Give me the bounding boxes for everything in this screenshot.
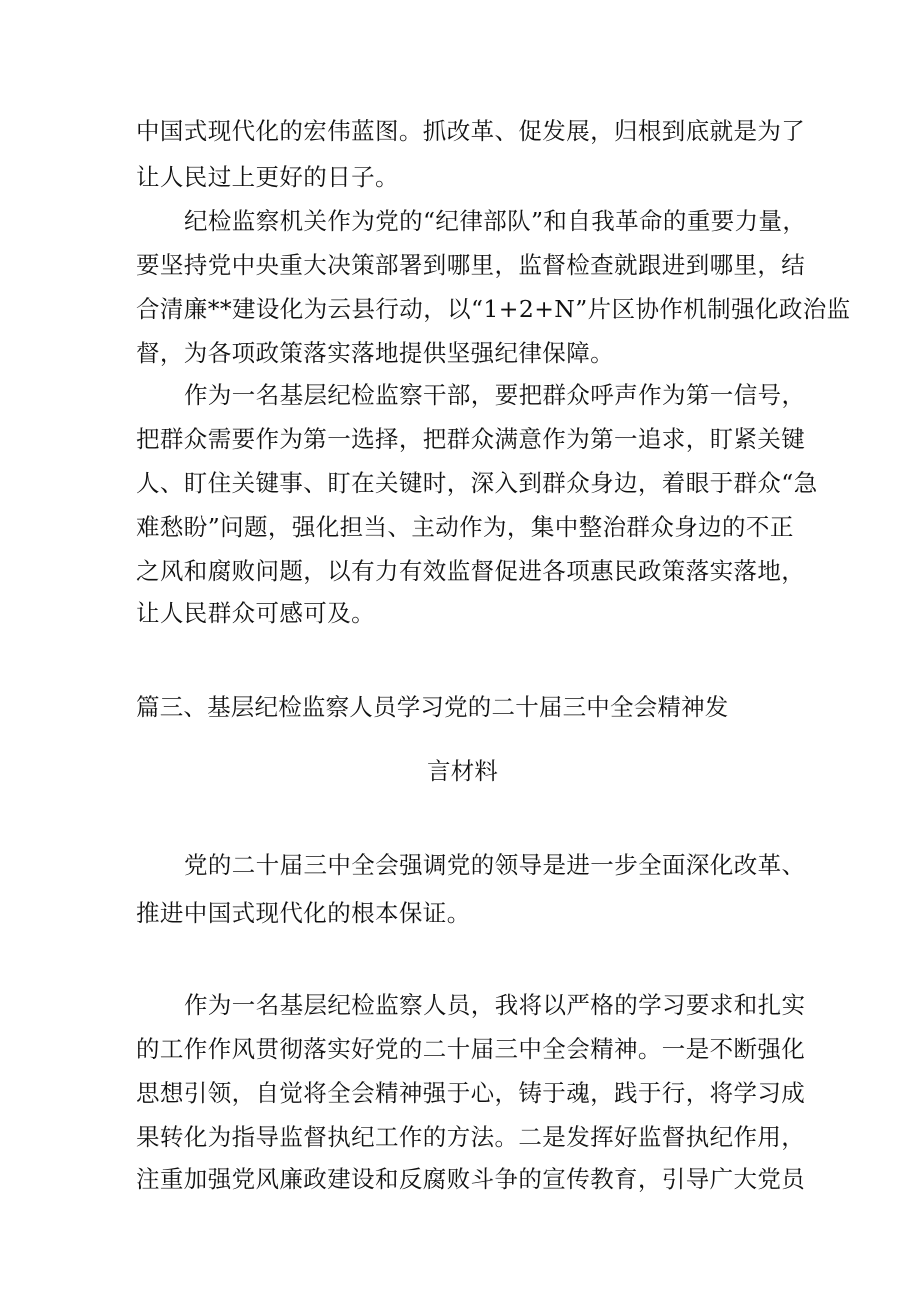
text-line: 督，为各项政策落实落地提供坚强纪律保障。 — [136, 339, 614, 367]
text-line: 作为一名基层纪检监察干部，要把群众呼声作为第一信号， — [184, 381, 806, 409]
text-line: 人、盯住关键事、盯在关键时，深入到群众身边，着眼于群众“急 — [136, 469, 818, 497]
heading-line: 言材料 — [427, 757, 499, 785]
text-line: 让人民群众可感可及。 — [136, 599, 375, 627]
heading-line: 篇三、基层纪检监察人员学习党的二十届三中全会精神发 — [136, 693, 729, 721]
text-line: 中国式现代化的宏伟蓝图。抓改革、促发展，归根到底就是为了 — [136, 117, 806, 145]
text-line: 要坚持党中央重大决策部署到哪里，监督检查就跟进到哪里，结 — [136, 251, 806, 279]
text-line: 把群众需要作为第一选择，把群众满意作为第一追求，盯紧关键 — [136, 425, 806, 453]
text-line: 作为一名基层纪检监察人员，我将以严格的学习要求和扎实 — [184, 991, 806, 1019]
text-line: 之风和腐败问题，以有力有效监督促进各项惠民政策落实落地， — [136, 557, 806, 585]
text-line: 注重加强党风廉政建设和反腐败斗争的宣传教育，引导广大党员 — [136, 1165, 806, 1193]
text-line: 党的二十届三中全会强调党的领导是进一步全面深化改革、 — [184, 851, 806, 879]
text-line: 难愁盼”问题，强化担当、主动作为，集中整治群众身边的不正 — [136, 513, 794, 541]
text-line: 推进中国式现代化的根本保证。 — [136, 899, 471, 927]
text-line: 让人民过上更好的日子。 — [136, 163, 399, 191]
text-line: 的工作作风贯彻落实好党的二十届三中全会精神。一是不断强化 — [136, 1035, 806, 1063]
text-line: 合清廉**建设化为云县行动，以“1+2+N”片区协作机制强化政治监 — [136, 295, 851, 323]
text-line: 思想引领，自觉将全会精神强于心，铸于魂，践于行，将学习成 — [136, 1079, 806, 1107]
text-line: 纪检监察机关作为党的“纪律部队”和自我革命的重要力量， — [184, 207, 807, 235]
text-line: 果转化为指导监督执纪工作的方法。二是发挥好监督执纪作用， — [136, 1123, 806, 1151]
